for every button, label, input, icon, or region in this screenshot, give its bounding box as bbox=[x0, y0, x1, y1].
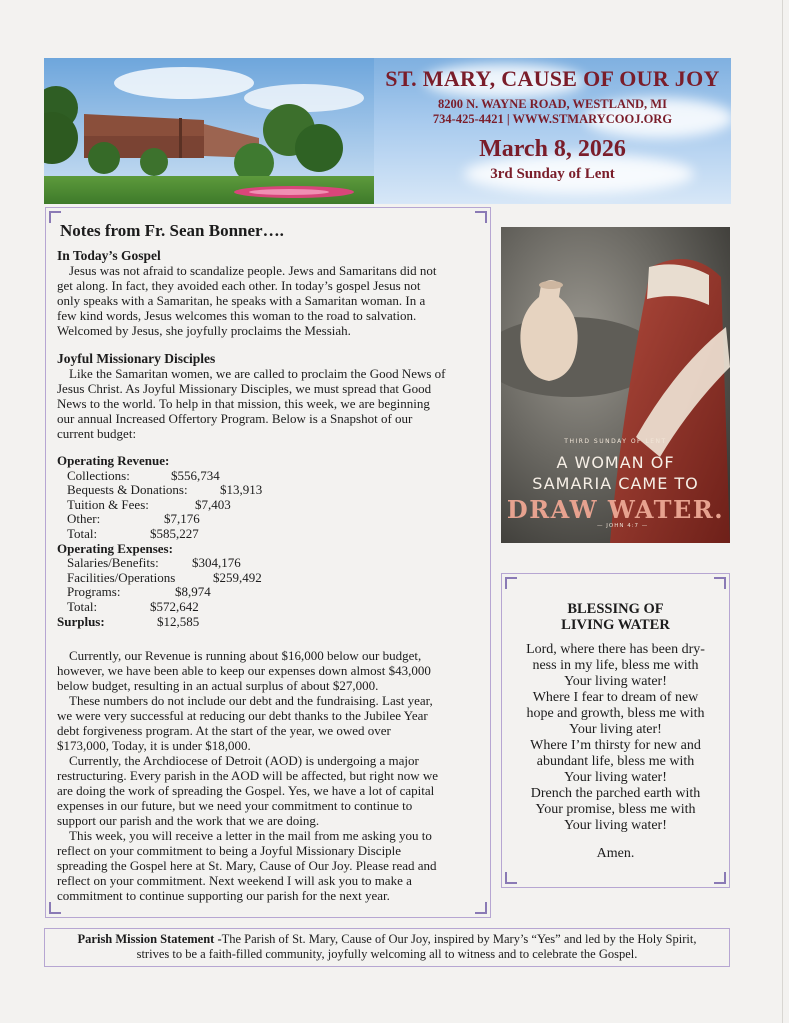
budget-value: $12,585 bbox=[157, 613, 200, 629]
mission-statement bbox=[44, 928, 730, 967]
budget-row bbox=[57, 556, 357, 571]
budget-value: $13,913 bbox=[220, 482, 263, 498]
budget-label: Collections: bbox=[67, 467, 130, 483]
budget-value: $572,642 bbox=[150, 598, 199, 614]
blessing-line: Your promise, bless me with bbox=[535, 802, 696, 817]
parish-contact: 734-425-4421 | WWW.STMARYCOOJ.ORG bbox=[432, 112, 673, 126]
text-line: News to the world. To help in that mission, this week, we are beginning bbox=[57, 396, 430, 411]
budget-value: $7,176 bbox=[164, 511, 200, 527]
header-text bbox=[374, 58, 731, 204]
poster-line-2: SAMARIA CAME TO bbox=[532, 474, 699, 493]
poster-caption: THIRD SUNDAY OF LENT bbox=[564, 438, 667, 445]
poster-line-3: DRAW WATER. bbox=[506, 495, 725, 524]
text-line: support our parish and the work that we are doing. bbox=[57, 813, 320, 828]
text-line: Jesus was not afraid to scandalize people. Jews and Samaritans did not bbox=[69, 263, 437, 278]
blessing-line: Where I’m thirsty for new and bbox=[530, 738, 701, 753]
text-line: we were very successful at reducing our debt thanks to the Jubilee Year bbox=[57, 708, 428, 723]
text-line: below budget, resulting in an actual surplus of about $27,000. bbox=[57, 678, 379, 693]
budget-commentary bbox=[57, 648, 477, 903]
section-heading-disciples: Joyful Missionary Disciples bbox=[57, 351, 216, 366]
bulletin-date: March 8, 2026 bbox=[479, 136, 626, 162]
budget-label: Surplus: bbox=[57, 613, 105, 629]
budget-label: Facilities/Operations bbox=[67, 569, 176, 585]
parish-address: 8200 N. WAYNE ROAD, WESTLAND, MI bbox=[438, 97, 667, 111]
page-edge bbox=[782, 0, 783, 1023]
blessing-line: Your living water! bbox=[564, 818, 667, 833]
blessing-text bbox=[502, 642, 729, 834]
budget-row bbox=[57, 585, 357, 600]
blessing-line: ness in my life, bless me with bbox=[532, 658, 699, 673]
text-line: These numbers do not include our debt and the fundraising. Last year, bbox=[69, 693, 433, 708]
text-line: reflect on your commitment to being a Joyful Missionary Disciple bbox=[57, 843, 402, 858]
budget-label: Programs: bbox=[67, 584, 121, 600]
mission-text-2: strives to be a faith-filled community, joyfully welcoming all to witness and to celebrate the Gospel. bbox=[136, 947, 638, 961]
budget-row bbox=[57, 454, 357, 469]
budget-row bbox=[57, 512, 357, 527]
text-line: current budget: bbox=[57, 426, 137, 441]
budget-row bbox=[57, 571, 357, 586]
notes-title: Notes from Fr. Sean Bonner…. bbox=[60, 221, 284, 240]
text-line: restructuring. Every parish in the AOD will be affected, but right now we bbox=[57, 768, 438, 783]
text-line: are doing the work of spreading the Gospel. Yes, we have a lot of capital bbox=[57, 783, 435, 798]
blessing-line: Lord, where there has been dry- bbox=[526, 642, 705, 657]
blessing-line: Your living ater! bbox=[569, 722, 662, 737]
blessing-line: Your living water! bbox=[564, 770, 667, 785]
budget-label: Operating Revenue: bbox=[57, 453, 170, 468]
blessing-line: hope and growth, bless me with bbox=[526, 706, 705, 721]
text-line: reflect on your commitment. Next weekend I will ask you to make a bbox=[57, 873, 412, 888]
text-line: Like the Samaritan women, we are called to proclaim the Good News of bbox=[69, 366, 446, 381]
text-line: This week, you will receive a letter in the mail from me asking you to bbox=[69, 828, 432, 843]
text-line: Currently, our Revenue is running about $16,000 below our budget, bbox=[69, 648, 422, 663]
text-line: only speaks with a Samaritan, he speaks with a Samaritan woman. In a bbox=[57, 293, 426, 308]
text-line: debt forgiveness program. At the start of the year, we owed over bbox=[57, 723, 391, 738]
budget-label: Tuition & Fees: bbox=[67, 496, 149, 512]
budget-value: $556,734 bbox=[171, 467, 220, 483]
blessing-line: Your living water! bbox=[564, 674, 667, 689]
section-heading-gospel: In Today’s Gospel bbox=[57, 248, 161, 263]
text-line: Welcomed by Jesus, she joyfully proclaims the Messiah. bbox=[57, 323, 351, 338]
text-line: Jesus Christ. As Joyful Missionary Disciples, we must spread that Good bbox=[57, 381, 432, 396]
disciples-paragraph bbox=[57, 366, 477, 441]
budget-row bbox=[57, 542, 357, 557]
gospel-paragraph bbox=[57, 263, 477, 338]
text-line: expenses in our future, but we need your commitment to continue to bbox=[57, 798, 413, 813]
text-line: spreading the Gospel here at St. Mary, Cause of Our Joy. Please read and bbox=[57, 858, 437, 873]
budget-label: Operating Expenses: bbox=[57, 540, 173, 556]
budget-value: $8,974 bbox=[175, 584, 211, 600]
poster-reference: — JOHN 4:7 — bbox=[597, 523, 649, 529]
budget-label: Total: bbox=[67, 525, 98, 541]
budget-value: $304,176 bbox=[192, 555, 241, 571]
pastor-notes-box bbox=[45, 207, 491, 918]
church-photo bbox=[44, 58, 374, 204]
text-line: $173,000, Today, it is under $18,000. bbox=[57, 738, 251, 753]
poster-line-1: A WOMAN OF bbox=[556, 453, 675, 472]
lent-poster bbox=[501, 227, 730, 543]
budget-row bbox=[57, 615, 357, 630]
budget-row bbox=[57, 600, 357, 615]
budget-value: $259,492 bbox=[213, 569, 262, 585]
budget-label: Salaries/Benefits: bbox=[67, 555, 159, 571]
blessing-line: Where I fear to dream of new bbox=[532, 690, 699, 705]
mission-text-1: The Parish of St. Mary, Cause of Our Joy, inspired by Mary’s “Yes” and led by the Holy Spirit, bbox=[221, 932, 697, 946]
parish-name: ST. MARY, CAUSE OF OUR JOY bbox=[385, 66, 720, 91]
liturgical-day: 3rd Sunday of Lent bbox=[490, 166, 615, 182]
blessing-title: BLESSING OF LIVING WATER bbox=[561, 601, 670, 633]
budget-row bbox=[57, 483, 357, 498]
blessing-line: Drench the parched earth with bbox=[530, 786, 701, 801]
budget-label: Other: bbox=[67, 511, 101, 527]
text-line: commitment to continue supporting our parish for the next year. bbox=[57, 888, 390, 903]
budget-label: Bequests & Donations: bbox=[67, 482, 188, 498]
text-line: our annual Increased Offertory Program. Below is a Snapshot of our bbox=[57, 411, 413, 426]
budget-row bbox=[57, 527, 357, 542]
budget-row bbox=[57, 498, 357, 513]
budget-label: Total: bbox=[67, 598, 98, 614]
blessing-box bbox=[501, 573, 730, 888]
text-line: however, we have been able to keep our expenses down almost $43,000 bbox=[57, 663, 431, 678]
text-line: Currently, the Archdiocese of Detroit (AOD) is undergoing a major bbox=[69, 753, 419, 768]
text-line: get along. In fact, they avoided each other. In today’s gospel Jesus not bbox=[57, 278, 421, 293]
mission-label: Parish Mission Statement - bbox=[77, 932, 222, 946]
header-banner bbox=[44, 58, 731, 204]
budget-value: $7,403 bbox=[195, 496, 231, 512]
blessing-amen: Amen. bbox=[596, 846, 635, 861]
text-line: few kind words, Jesus welcomes this woman to the road to salvation. bbox=[57, 308, 417, 323]
budget-value: $585,227 bbox=[150, 525, 199, 541]
blessing-line: abundant life, bless me with bbox=[536, 754, 695, 769]
budget-snapshot bbox=[57, 454, 357, 629]
budget-row bbox=[57, 469, 357, 484]
